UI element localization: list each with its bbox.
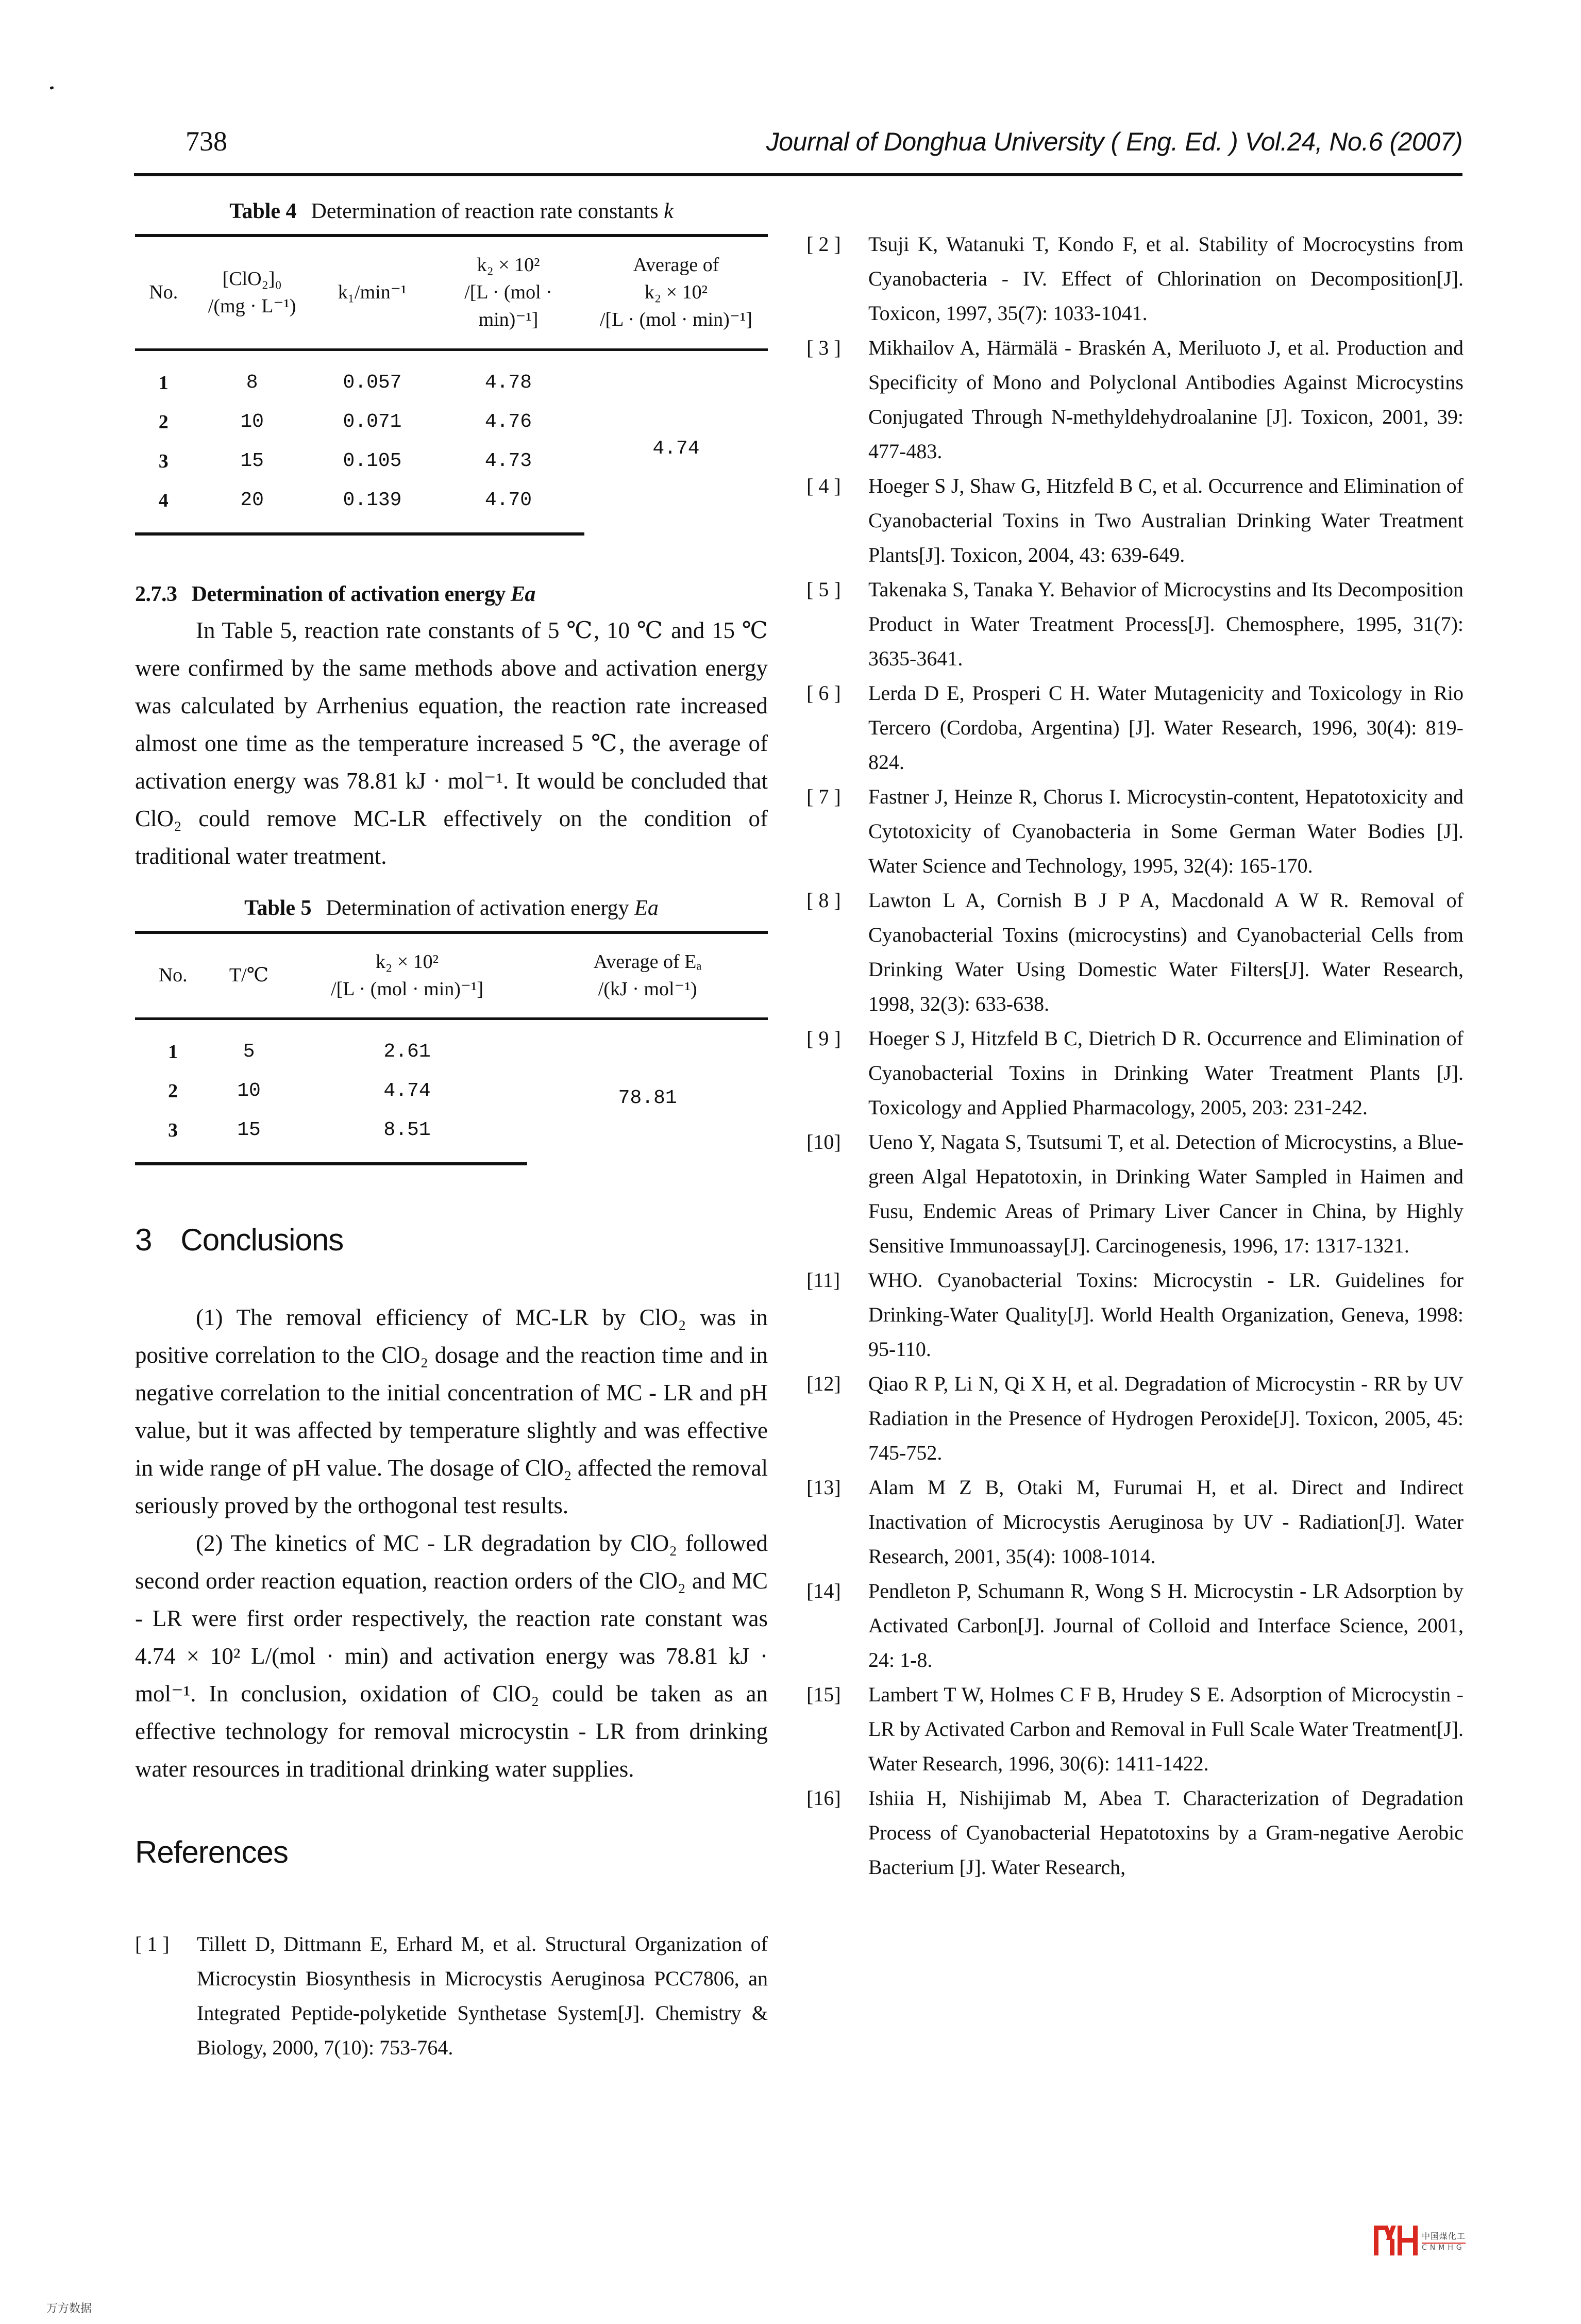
reference-item xyxy=(806,1021,1464,1125)
reference-text: Ishiia H, Nishijimab M, Abea T. Characterization of Degradation Process of Cyanobacterial Hepatotoxins by a Gram-negative Aerobic Bacterium [J]. Water Research, xyxy=(868,1786,1464,1879)
reference-number: [ 9 ] xyxy=(806,1027,841,1050)
reference-text: WHO. Cyanobacterial Toxins: Microcystin - LR. Guidelines for Drinking-Water Quality[J]. World Health Organization, Geneva, 1998: 95-110. xyxy=(868,1268,1464,1361)
reference-number: [ 4 ] xyxy=(806,474,841,497)
reference-item xyxy=(806,227,1464,330)
table4-col-no: No. xyxy=(149,281,178,304)
table4-header-row xyxy=(135,236,768,349)
cell-k2: 4.70 xyxy=(432,481,584,534)
reference-text: Qiao R P, Li N, Qi X H, et al. Degradation of Microcystin - RR by UV Radiation in the Presence of Hydrogen Peroxide[J]. Toxicon, 2005, 45: 745-752. xyxy=(868,1372,1464,1464)
reference-number: [10] xyxy=(806,1130,841,1153)
cell-temp: 5 xyxy=(243,1041,255,1063)
reference-item xyxy=(806,1366,1464,1470)
reference-number: [16] xyxy=(806,1786,841,1810)
table4-col-k1: k₁/min⁻¹ xyxy=(338,281,407,304)
table5-label: Table 5 xyxy=(244,896,312,920)
references-heading: References xyxy=(135,1834,288,1869)
left-column xyxy=(135,186,768,2065)
reference-item xyxy=(806,1470,1464,1574)
cell-k2: 4.73 xyxy=(484,450,532,473)
cell-k1: 0.139 xyxy=(312,481,432,534)
reference-text: Lambert T W, Holmes C F B, Hrudey S E. Adsorption of Microcystin - LR by Activated Carbon and Removal in Full Scale Water Treatment[J]. Water Research, 1996, 30(6): 1411-1422. xyxy=(868,1683,1464,1775)
reference-item xyxy=(806,330,1464,469)
cnmhg-logo xyxy=(1374,2226,1466,2255)
cell-no: 2 xyxy=(158,411,169,433)
table4-col-clo2: [ClO₂]₀ /(mg · L⁻¹) xyxy=(208,267,296,317)
cell-k2: 2.61 xyxy=(383,1041,431,1063)
table4-caption xyxy=(135,199,768,224)
table5-title: Determination of activation energy xyxy=(326,896,629,920)
cnmhg-logo-en: CNMHG xyxy=(1422,2243,1465,2252)
reference-item xyxy=(806,779,1464,883)
journal-name: Journal of Donghua University xyxy=(766,127,1104,156)
subsection-heading: 2.7.3 Determination of activation energy Ea xyxy=(135,582,535,606)
table-row xyxy=(135,1018,768,1072)
table5-col-temp: T/℃ xyxy=(229,964,269,987)
cell-no: 2 xyxy=(168,1080,178,1102)
reference-item xyxy=(806,1125,1464,1263)
reference-text: Pendleton P, Schumann R, Wong S H. Microcystin - LR Adsorption by Activated Carbon[J]. Journal of Colloid and Interface Science, 2001, 24: 1-8. xyxy=(868,1579,1464,1671)
reference-number: [ 8 ] xyxy=(806,889,841,912)
table-row xyxy=(135,349,768,403)
reference-text: Ueno Y, Nagata S, Tsutsumi T, et al. Detection of Microcystins, a Blue-green Algal Hepatotoxin, in Drinking Water Sampled in Haimen and Fusu, Endemic Areas of Primary Liver Cancer in China, by Highly Sensitive Immunoassay[J]. Carcinogenesis, 1996, 17: 1317-1321. xyxy=(868,1130,1464,1257)
cell-clo2: 20 xyxy=(192,481,312,534)
cell-k2: 4.74 xyxy=(383,1080,431,1102)
header-rule xyxy=(134,173,1462,176)
table5-title-var: Ea xyxy=(634,896,659,920)
reference-number: [11] xyxy=(806,1268,840,1292)
table5-col-no: No. xyxy=(158,964,188,987)
cell-k2: 4.78 xyxy=(484,372,532,394)
cell-no: 4 xyxy=(135,481,192,534)
table4-label: Table 4 xyxy=(229,199,297,223)
reference-item xyxy=(806,1781,1464,1884)
reference-text: Hoeger S J, Shaw G, Hitzfeld B C, et al. Occurrence and Elimination of Cyanobacterial Toxins in Two Australian Drinking Water Treatment Plants[J]. Toxicon, 2004, 43: 639-649. xyxy=(868,474,1464,566)
reference-number: [15] xyxy=(806,1683,841,1706)
reference-number: [14] xyxy=(806,1579,841,1602)
reference-item xyxy=(806,676,1464,779)
cnmhg-logo-cn: 中国煤化工 xyxy=(1422,2230,1466,2244)
cell-k1: 0.105 xyxy=(343,450,402,473)
reference-text: Tsuji K, Watanuki T, Kondo F, et al. Stability of Mocrocystins from Cyanobacteria - IV. Effect of Chlorination on Decomposition[J]. Toxicon, 1997, 35(7): 1033-1041. xyxy=(868,232,1464,325)
table4-title: Determination of reaction rate constants xyxy=(311,199,659,223)
cell-no: 3 xyxy=(158,450,169,472)
conclusion-paragraph-1: (1) The removal efficiency of MC-LR by ClO₂ was in positive correlation to the ClO₂ dosage and the reaction time and in negative correlation to the initial concentration of MC - LR and pH value, but it was affected by temperature slightly and was effective in wide range of pH value. The dosage of ClO₂ affected the removal seriously proved by the orthogonal test results. xyxy=(135,1304,768,1518)
cnmhg-logo-text xyxy=(1422,2230,1466,2252)
reference-text: Lawton L A, Cornish B J P A, Macdonald A W R. Removal of Cyanobacterial Toxins (microcystins) and Cyanobacterial Cells from Drinking Water Using Domestic Water Filters[J]. Water Research, 1998, 32(3): 633-638. xyxy=(868,889,1464,1015)
cell-temp: 15 xyxy=(211,1111,287,1164)
reference-number: [ 2 ] xyxy=(806,232,841,256)
reference-text: Tillett D, Dittmann E, Erhard M, et al. Structural Organization of Microcystin Biosynthesis in Microcystis Aeruginosa PCC7806, an Integrated Peptide-polyketide Synthetase System[J]. Chemistry & Biology, 2000, 7(10): 753-764. xyxy=(197,1932,768,2059)
cell-k1: 0.071 xyxy=(343,411,402,433)
cell-average-k2: 4.74 xyxy=(652,437,700,460)
cell-no: 3 xyxy=(135,1111,211,1164)
table4 xyxy=(135,234,768,536)
table5 xyxy=(135,931,768,1165)
cell-k1: 0.057 xyxy=(343,372,402,394)
page-number: 738 xyxy=(186,126,227,157)
conclusion-paragraph-2: (2) The kinetics of MC - LR degradation by ClO₂ followed second order reaction equation, reaction orders of the ClO₂ and MC - LR were first order respectively, the reaction rate constant was 4.74 × 10² L/(mol · min) and activation energy was 78.81 kJ · mol⁻¹. In conclusion, oxidation of ClO₂ could be taken as an effective technology for removal microcystin - LR from drinking water resources in traditional drinking water supplies. xyxy=(135,1530,768,1782)
table4-col-average: Average of k₂ × 10² /[L · (mol · min)⁻¹] xyxy=(599,254,752,331)
reference-item xyxy=(806,1263,1464,1366)
table5-col-k2: k₂ × 10² /[L · (mol · min)⁻¹] xyxy=(331,950,484,1000)
cell-k2: 4.76 xyxy=(484,411,532,433)
journal-edition: ( Eng. Ed. ) xyxy=(1111,127,1238,156)
reference-item xyxy=(806,1677,1464,1781)
section-heading-conclusions: 3 Conclusions xyxy=(135,1222,344,1257)
table5-caption xyxy=(135,896,768,921)
reference-item xyxy=(806,883,1464,1021)
table4-title-var: k xyxy=(664,199,674,223)
reference-number: [ 7 ] xyxy=(806,785,841,808)
reference-text: Alam M Z B, Otaki M, Furumai H, et al. Direct and Indirect Inactivation of Microcystis Aeruginosa by UV - Radiation[J]. Water Research, 2001, 35(4): 1008-1014. xyxy=(868,1476,1464,1568)
cell-clo2: 15 xyxy=(240,450,264,473)
reference-text: Lerda D E, Prosperi C H. Water Mutagenicity and Toxicology in Rio Tercero (Cordoba, Argentina) [J]. Water Research, 1996, 30(4): 819-824. xyxy=(868,681,1464,774)
reference-item xyxy=(806,469,1464,572)
reference-number: [ 3 ] xyxy=(806,336,841,359)
cell-k2: 8.51 xyxy=(287,1111,528,1164)
reference-text: Fastner J, Heinze R, Chorus I. Microcystin-content, Hepatotoxicity and Cytotoxicity of Cyanobacteria in Some German Water Bodies [J]. Water Science and Technology, 1995, 32(4): 165-170. xyxy=(868,785,1464,877)
reference-item xyxy=(135,1927,768,2065)
running-header xyxy=(766,127,1462,157)
reference-number: [ 5 ] xyxy=(806,578,841,601)
reference-item xyxy=(806,1574,1464,1677)
cell-no: 1 xyxy=(158,372,169,394)
volume-issue: Vol.24, No.6 (2007) xyxy=(1244,127,1462,156)
cell-temp: 10 xyxy=(237,1080,261,1102)
reference-number: [12] xyxy=(806,1372,841,1395)
reference-text: Mikhailov A, Härmälä - Braskén A, Meriluoto J, et al. Production and Specificity of Mono and Polyclonal Antibodies Against Microcystins Conjugated Through N-methyldehydroalanine [J]. Toxicon, 2001, 39: 477-483. xyxy=(868,336,1464,463)
wanfang-watermark: 万方数据 xyxy=(46,2302,92,2315)
subsection-title-var: Ea xyxy=(510,582,535,606)
reference-number: [ 6 ] xyxy=(806,681,841,705)
cell-clo2: 10 xyxy=(240,411,264,433)
scan-artifact-dot xyxy=(49,86,54,90)
cell-clo2: 8 xyxy=(246,372,258,394)
reference-text: Hoeger S J, Hitzfeld B C, Dietrich D R. Occurrence and Elimination of Cyanobacterial Toxins in Drinking Water Treatment Plants [J]. Toxicology and Applied Pharmacology, 2005, 203: 231-242. xyxy=(868,1027,1464,1119)
reference-number: [ 1 ] xyxy=(135,1932,170,1955)
cell-no: 1 xyxy=(168,1041,178,1063)
cnmhg-logo-icon xyxy=(1374,2226,1418,2255)
cell-average-ea: 78.81 xyxy=(618,1086,677,1109)
reference-number: [13] xyxy=(806,1476,841,1499)
reference-item xyxy=(806,572,1464,676)
paragraph-activation-energy: In Table 5, reaction rate constants of 5 ℃, 10 ℃ and 15 ℃ were confirmed by the same methods above and activation energy was calculated by Arrhenius equation, the reaction rate increased almost one time as the temperature increased 5 ℃, the average of activation energy was 78.81 kJ · mol⁻¹. It would be concluded that ClO₂ could remove MC-LR effectively on the condition of traditional water treatment. xyxy=(135,617,768,869)
table5-col-average-ea: Average of Eₐ /(kJ · mol⁻¹) xyxy=(593,950,702,1000)
table4-col-k2: k₂ × 10² /[L · (mol · min)⁻¹] xyxy=(464,254,552,331)
table5-header-row xyxy=(135,932,768,1019)
reference-text: Takenaka S, Tanaka Y. Behavior of Microcystins and Its Decomposition Product in Water Treatment Process[J]. Chemosphere, 1995, 31(7): 3635-3641. xyxy=(868,578,1464,670)
right-column xyxy=(806,227,1464,1884)
